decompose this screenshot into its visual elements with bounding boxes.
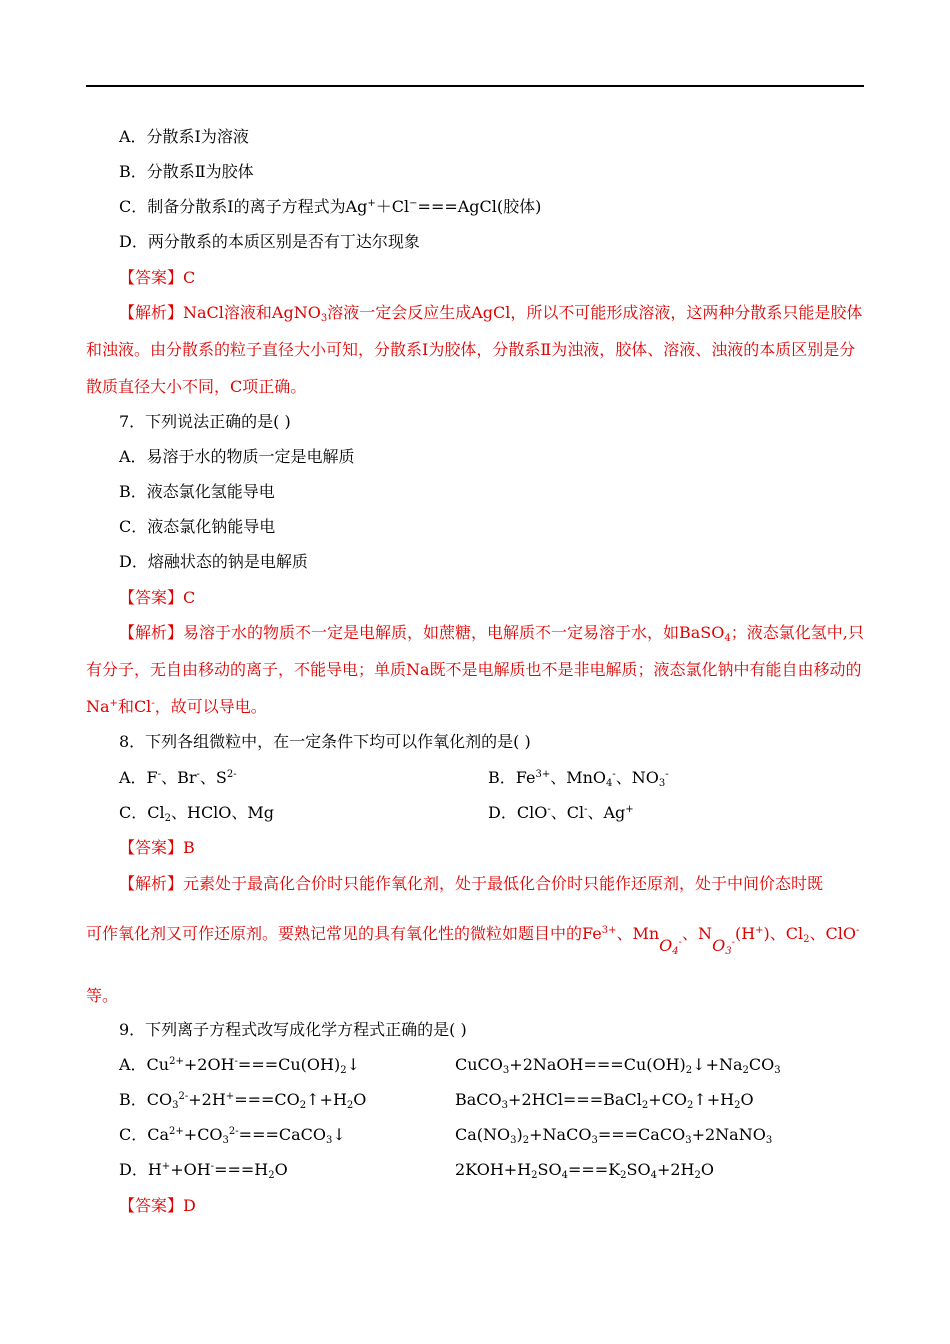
q9-option-b-molecular: $BaCO_3+2HCl===BaCl_2+CO_2↑+H_2O$ (455, 1090, 754, 1111)
q8-stem: 8．下列各组微粒中，在一定条件下均可以作氧化剂的是( ) (119, 732, 531, 751)
q7-stem: 7．下列说法正确的是( ) (119, 412, 291, 431)
q8-explanation-line2: 可作氧化剂又可作还原剂。要熟记常见的具有氧化性的微粒如题目中的$Fe^{3+}$、MnO$_4$-、$NO_3^-(H^+)$、$Cl_2$、ClO- (86, 924, 860, 957)
q8-explanation-line3: 等。 (86, 986, 119, 1005)
q9-option-a-ionic: A．$Cu^{2+}+2OH^-===Cu(OH)_2↓$ (119, 1055, 361, 1076)
q8-explanation-line1: 【解析】元素处于最高化合价时只能作氧化剂，处于最低化合价时只能作还原剂，处于中间价态时既 (119, 874, 824, 893)
q8-answer: 【答案】B (119, 838, 195, 857)
q9-option-d-ionic: D．$H^++OH^-===H_2O$ (119, 1160, 288, 1181)
q8-option-a: A．F-、Br-、$S^{2-}$ (119, 768, 237, 787)
q7-option-c: C．液态氯化钠能导电 (119, 517, 276, 536)
q7-explanation: 【解析】易溶于水的物质不一定是电解质，如蔗糖，电解质不一定易溶于水，如BaSO$_4$；液态氯化氢中,只有分子，无自由移动的离子，不能导电；单质Na既不是电解质也不是非电解质；液态氯化钠中有能自由移动的Na+和Cl-，故可以导电。 (86, 623, 864, 716)
q9-option-d-molecular: $2KOH+H_2SO_4===K_2SO_4+2H_2O$ (455, 1160, 715, 1181)
q6-explanation: 【解析】NaCl溶液和AgNO$_3$溶液一定会反应生成AgCl，所以不可能形成溶液，这两种分散系只能是胶体和浊液。由分散系的粒子直径大小可知，分散系Ⅰ为胶体，分散系Ⅱ为浊液，胶体、溶液、浊液的本质区别是分散质直径大小不同，C项正确。 (86, 303, 863, 396)
q9-option-b-ionic: B．$CO_3^{2-}+2H^+===CO_2↑+H_2O$ (119, 1090, 367, 1111)
q6-option-a: A．分散系Ⅰ为溶液 (119, 127, 249, 146)
nitrate-formula: $O_3^-$ (712, 936, 735, 957)
q7-option-b: B．液态氯化氢能导电 (119, 482, 275, 501)
q6-option-b: B．分散系Ⅱ为胶体 (119, 162, 254, 181)
q7-option-a: A．易溶于水的物质一定是电解质 (119, 447, 355, 466)
q9-option-a-molecular: $CuCO_3+2NaOH===Cu(OH)_2↓+Na_2CO_3$ (455, 1055, 781, 1076)
q7-option-d: D．熔融状态的钠是电解质 (119, 552, 308, 571)
q8-option-b: B．$Fe^{3+}$、MnO$_4$-、$NO_3^-$ (488, 768, 669, 789)
q9-option-c-ionic: C．$Ca^{2+}+CO_3^{2-}===CaCO_3↓$ (119, 1125, 346, 1146)
q8-option-c: C．$Cl_2$、HClO、Mg (119, 803, 275, 824)
q6-option-d: D．两分散系的本质区别是否有丁达尔现象 (119, 232, 420, 251)
q9-option-c-molecular: $Ca(NO_3)_2+NaCO_3===CaCO_3+2NaNO_3$ (455, 1125, 773, 1146)
permanganate-formula: $O_4^-$ (659, 936, 683, 957)
q6-option-c: C．制备分散系Ⅰ的离子方程式为Ag+＋Cl−===AgCl(胶体) (119, 197, 542, 216)
q9-answer: 【答案】D (119, 1196, 196, 1215)
q8-option-d: D．ClO-、Cl-、Ag+ (488, 803, 634, 822)
header-rule (86, 85, 864, 87)
q6-answer: 【答案】C (119, 268, 196, 287)
q7-answer: 【答案】C (119, 588, 196, 607)
q9-stem: 9．下列离子方程式改写成化学方程式正确的是( ) (119, 1020, 467, 1039)
